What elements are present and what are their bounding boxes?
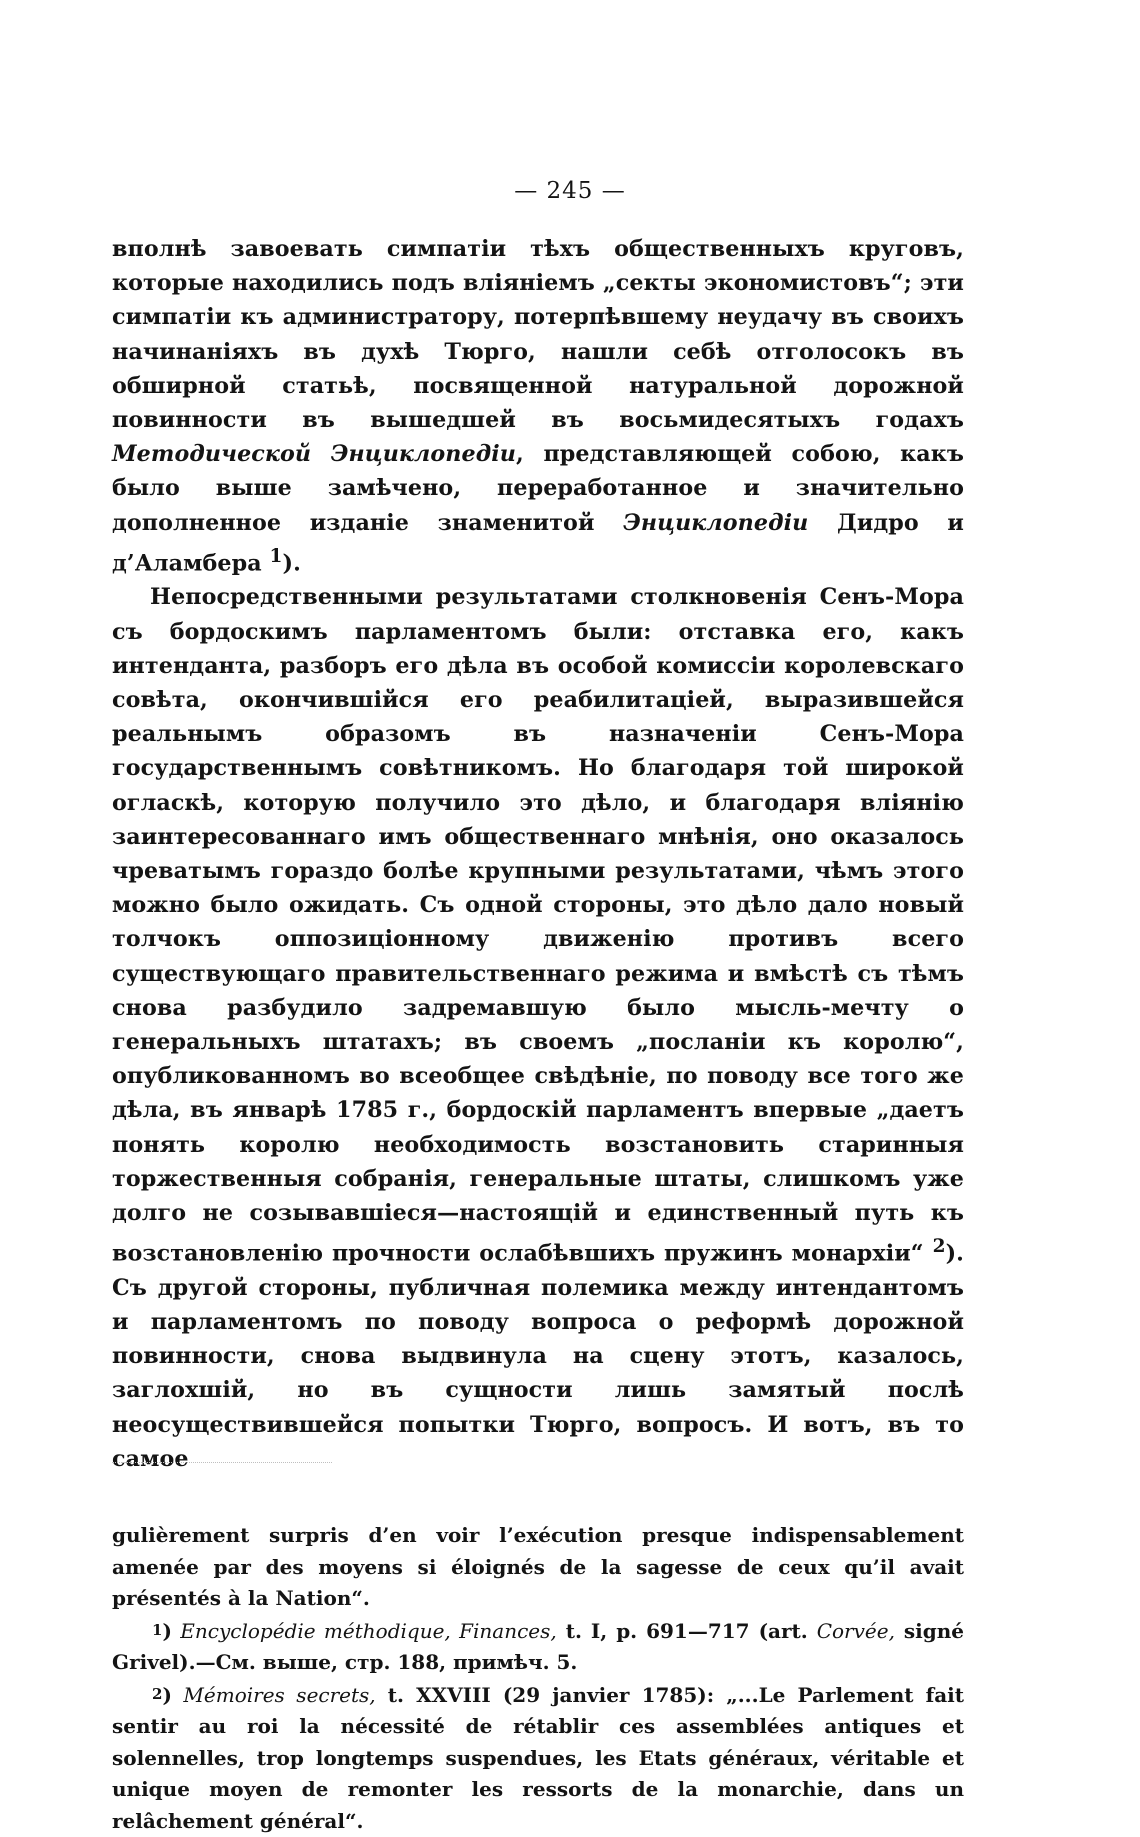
paragraph-1-text-3: Дидро и д’Аламбера	[112, 510, 964, 577]
footnotes	[112, 1520, 964, 1837]
paragraph-1-italic-2: Энциклопедіи	[623, 510, 808, 536]
footnote-2-text-1: t. XXVIII (29 janvier 1785): „...Le Parlement fait sentir au roi la nécessité de rétablir ces assemblées antiques et solennelles, trop longtemps suspendues, les Etats généraux, véritable et unique moyen de remonter les ressorts de la monarchie, dans un relâchement général“.	[112, 1683, 964, 1833]
footnote-2-number: 2	[152, 1685, 162, 1703]
footnote-2	[112, 1679, 964, 1837]
paragraph-1-italic-1: Методической Энциклопедіи	[112, 441, 516, 467]
paragraph-1-text-1: вполнѣ завоевать симпатіи тѣхъ общественныхъ круговъ, которые находились подъ вліяніемъ „секты экономистовъ“; эти симпатіи къ администратору, потерпѣвшему неудачу въ своихъ начинаніяхъ въ духѣ Тюрго, нашли себѣ отголосокъ въ обширной статьѣ, посвященной натуральной дорожной повинности въ вышедшей въ восьмидесятыхъ годахъ	[112, 236, 964, 433]
footnote-ref-2: 2	[933, 1236, 946, 1257]
paragraph-2	[112, 580, 964, 1476]
footnote-1-text-2: signé Grivel).—См. выше, стр. 188, примѣч. 5.	[112, 1619, 964, 1675]
footnote-1-paren: )	[162, 1619, 171, 1643]
footnote-1-italic-1: Encyclopédie méthodique, Finances,	[180, 1619, 556, 1643]
footnote-ref-1: 1	[270, 546, 283, 567]
main-text	[112, 232, 964, 1476]
paragraph-2-text-2: ). Съ другой стороны, публичная полемика между интендантомъ и парламентомъ по поводу вопроса о реформѣ дорожной повинности, снова выдвинула на сцену этотъ, казалось, заглохшій, но въ сущности лишь замятый послѣ неосуществившейся попытки Тюрго, вопросъ. И вотъ, въ то самое	[112, 1241, 964, 1472]
footnote-1-text-1: t. I, p. 691—717 (art.	[557, 1619, 817, 1643]
footnote-continuation: gulièrement surpris d’en voir l’exécution presque indispensablement amenée par des moyens si éloignés de la sagesse de ceux qu’il avait présentés à la Nation“.	[112, 1520, 964, 1615]
footnote-1-number: 1	[152, 1621, 162, 1639]
footnote-2-paren: )	[162, 1683, 171, 1707]
paragraph-2-text-1: Непосредственными результатами столкновенія Сенъ-Мора съ бордоскимъ парламентомъ были: отставка его, какъ интенданта, разборъ его дѣла въ особой комиссіи королевскаго совѣта, окончившійся его реабилитаціей, выразившейся реальнымъ образомъ въ назначеніи Сенъ-Мора государственнымъ совѣтникомъ. Но благодаря той широкой огласкѣ, которую получило это дѣло, и благодаря вліянію заинтересованнаго имъ общественнаго мнѣнія, оно оказалось чреватымъ гораздо болѣе крупными результатами, чѣмъ этого можно было ожидать. Съ одной стороны, это дѣло дало новый толчокъ оппозиціонному движенію противъ всего существующаго правительственнаго режима и вмѣстѣ съ тѣмъ снова разбудило задремавшую было мысль-мечту о генеральныхъ штатахъ; въ своемъ „посланіи къ королю“, опубликованномъ во всеобщее свѣдѣніе, по поводу все того же дѣла, въ январѣ 1785 г., бордоскій парламентъ впервые „даетъ понять королю необходимость возстановить старинныя торжественныя собранія, генеральные штаты, слишкомъ уже долго не созывавшіеся—настоящій и единственный путь къ возстановленію прочности ослабѣвшихъ пружинъ монархіи“	[112, 584, 964, 1266]
page-number: — 245 —	[0, 178, 1140, 204]
footnote-2-italic-1: Mémoires secrets,	[183, 1683, 375, 1707]
footnote-1	[112, 1615, 964, 1679]
paragraph-1	[112, 232, 964, 580]
paragraph-1-text-2: , представляющей собою, какъ было выше замѣчено, переработанное и значительно дополненное изданіе знаменитой	[112, 441, 964, 535]
paragraph-1-text-4: ).	[283, 550, 301, 576]
footnote-separator	[112, 1462, 332, 1463]
footnote-1-italic-2: Corvée,	[817, 1619, 895, 1643]
